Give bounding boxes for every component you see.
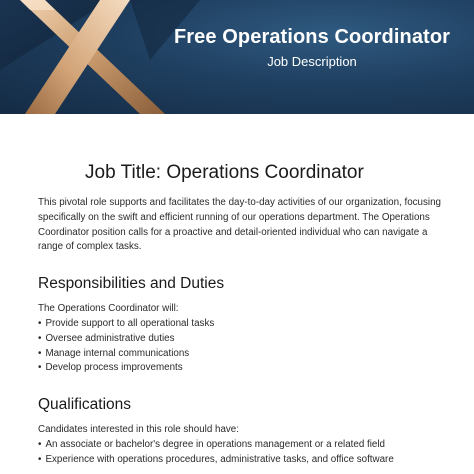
responsibilities-intro: The Operations Coordinator will: bbox=[38, 303, 179, 314]
responsibilities-list bbox=[38, 317, 214, 376]
header-banner bbox=[0, 0, 474, 114]
responsibilities-heading: Responsibilities and Duties bbox=[38, 275, 225, 292]
list-item: • Manage internal communications bbox=[38, 347, 214, 362]
list-item: • An associate or bachelor's degree in operations management or a related field bbox=[38, 438, 394, 453]
job-title-heading: Job Title: Operations Coordinator bbox=[85, 162, 364, 183]
intro-paragraph: This pivotal role supports and facilitates the day-to-day activities of our organization, focusing specifically on the swift and efficient running of our operations department. The Operations Coordinator position calls for a proactive and detail-oriented individual who can navigate a range of complex tasks. bbox=[38, 197, 441, 253]
qualifications-list bbox=[38, 438, 394, 468]
list-item: • Develop process improvements bbox=[38, 361, 214, 376]
header-title: Free Operations Coordinator bbox=[173, 26, 451, 48]
list-item: • Experience with operations procedures, administrative tasks, and office software bbox=[38, 453, 394, 468]
list-item: • Oversee administrative duties bbox=[38, 332, 214, 347]
qualifications-intro: Candidates interested in this role should have: bbox=[38, 424, 239, 435]
header-subtitle: Job Description bbox=[267, 54, 357, 69]
list-item: • Provide support to all operational tasks bbox=[38, 317, 214, 332]
qualifications-heading: Qualifications bbox=[38, 396, 132, 413]
